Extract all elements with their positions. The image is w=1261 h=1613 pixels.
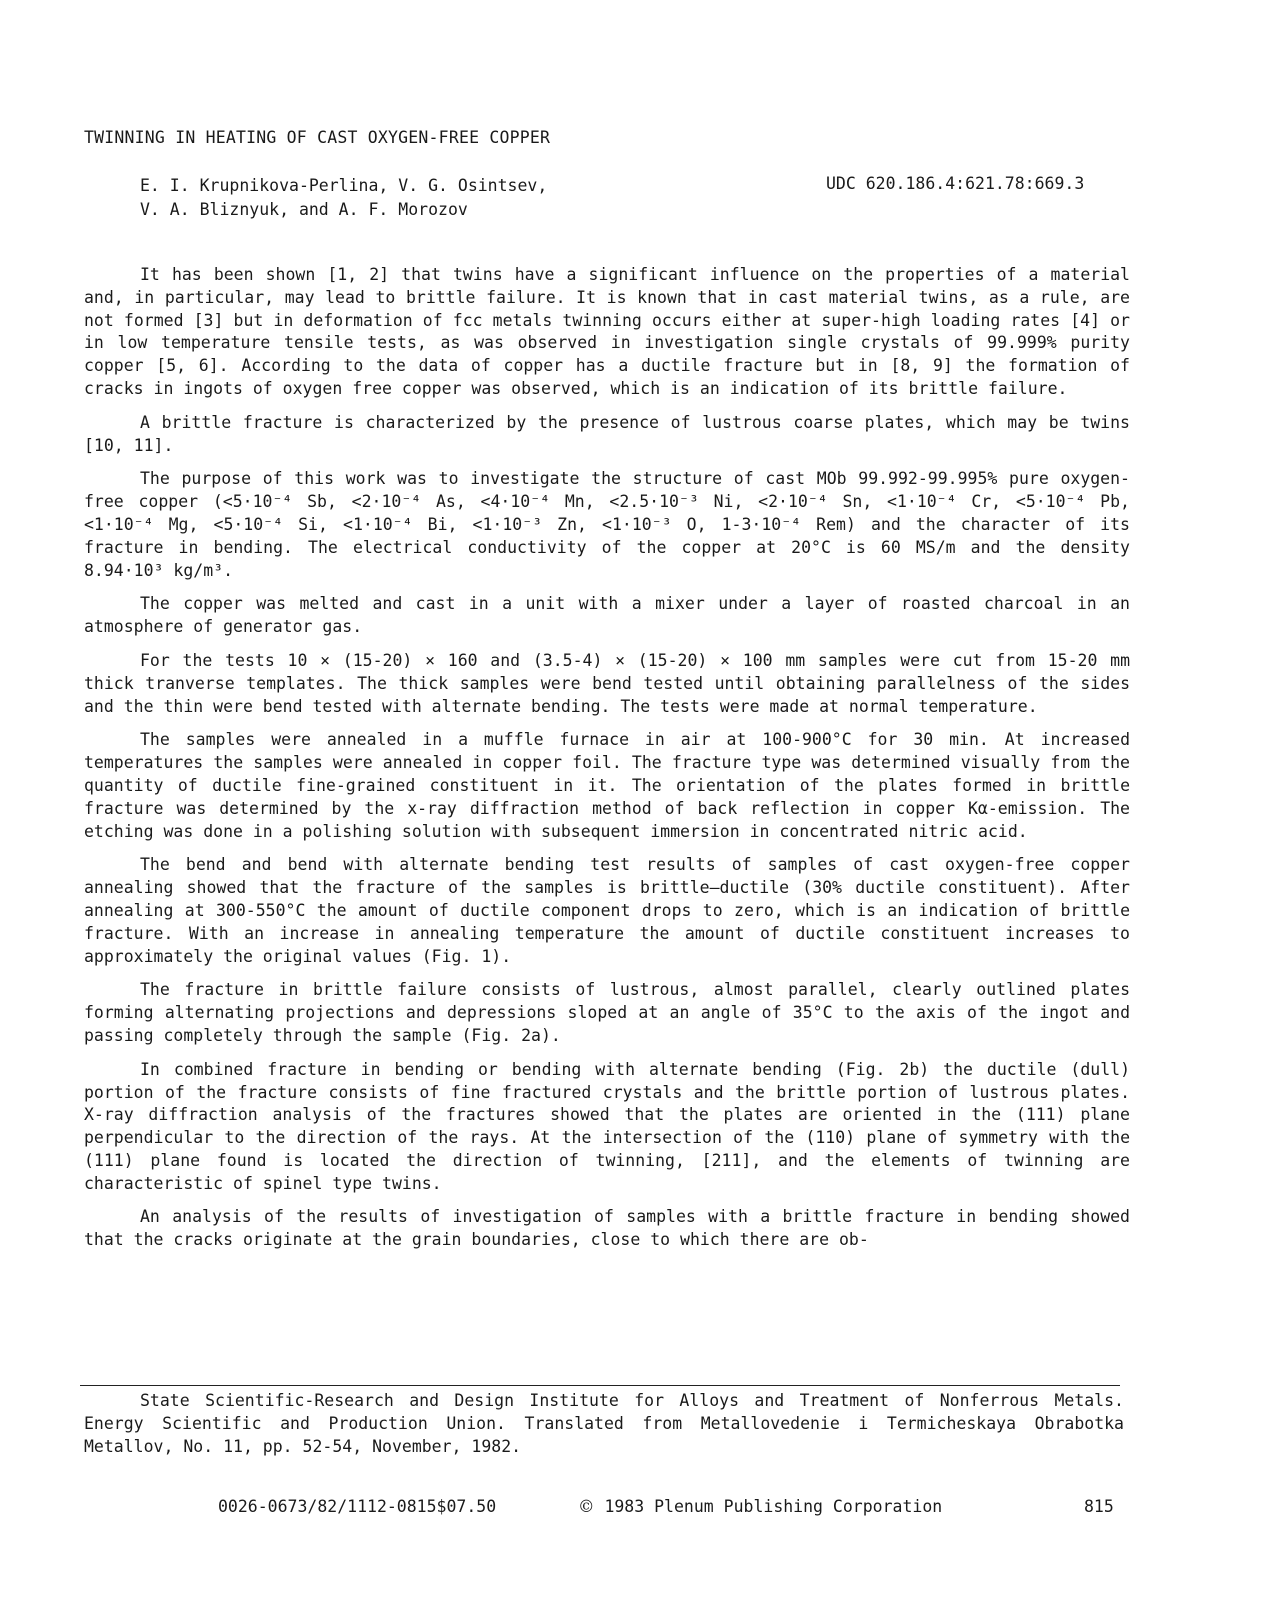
footnote-divider xyxy=(80,1385,1120,1386)
paragraph-9: In combined fracture in bending or bending with alternate bending (Fig. 2b) the ductile (dull) portion of the fracture consists of fine fractured crystals and the brittle portion of lustrous plates. X-ray diffraction analysis of the fractures showed that the plates are oriented in the (111) plane perpendicular to the direction of the rays. At the intersection of the (110) plane of symmetry with the (111) plane found is located the direction of twinning, [211], and the elements of twinning are characteristic of spinel type twins. xyxy=(84,1059,1130,1193)
udc-code: UDC 620.186.4:621.78:669.3 xyxy=(826,174,1085,193)
paragraph-8: The fracture in brittle failure consists of lustrous, almost parallel, clearly outlined plates forming alternating projections and depressions sloped at an angle of 35°C to the axis of the ingot and passing completely through the sample (Fig. 2a). xyxy=(84,980,1130,1045)
paragraph-1: It has been shown [1, 2] that twins have a significant influence on the properties of a material and, in particular, may lead to brittle failure. It is known that in cast material twins, as a rule, are not formed [3] but in deformation of fcc metals twinning occurs either at super-high loading rates [4] or in low temperature tensile tests, as was observed in investigation single crystals of 99.999% purity copper [5, 6]. According to the data of copper has a ductile fracture but in [8, 9] the formation of cracks in ingots of oxygen free copper was observed, which is an indication of its brittle failure. xyxy=(84,265,1130,398)
article-code: 0026-0673/82/1112-0815$07.50 xyxy=(218,1497,497,1516)
authors-line-1: E. I. Krupnikova-Perlina, V. G. Osintsev, xyxy=(140,176,548,195)
paragraph-7: The bend and bend with alternate bending test results of samples of cast oxygen-free copper annealing showed that the fracture of the samples is brittle–ductile (30% ductile constituent). After annealing at 300-550°C the amount of ductile component drops to zero, which is an indication of brittle fracture. With an increase in annealing temperature the amount of ductile constituent increases to approximately the original values (Fig. 1). xyxy=(84,855,1130,966)
affiliation-footnote: State Scientific-Research and Design Institute for Alloys and Treatment of Nonferrous Metals. Energy Scientific and Production Union. Translated from Metallovedenie i Termicheskaya Obrabotka Metallov, No. 11, pp. 52-54, November, 1982. xyxy=(84,1391,1124,1456)
author-list xyxy=(140,174,547,222)
article-title: TWINNING IN HEATING OF CAST OXYGEN-FREE COPPER xyxy=(84,128,551,147)
authors-line-2: V. A. Bliznyuk, and A. F. Morozov xyxy=(140,200,468,219)
copyright-line xyxy=(578,1497,942,1516)
paragraph-3: The purpose of this work was to investigate the structure of cast MOb 99.992-99.995% pure oxygen-free copper (<5·10⁻⁴ Sb, <2·10⁻⁴ As, <4·10⁻⁴ Mn, <2.5·10⁻³ Ni, <2·10⁻⁴ Sn, <1·10⁻⁴ Cr, <5·10⁻⁴ Pb, <1·10⁻⁴ Mg, <5·10⁻⁴ Si, <1·10⁻⁴ Bi, <1·10⁻³ Zn, <1·10⁻³ O, 1-3·10⁻⁴ Rem) and the character of its fracture in bending. The electrical conductivity of the copper at 20°C is 60 MS/m and the density 8.94·10³ kg/m³. xyxy=(84,469,1130,580)
paragraph-2: A brittle fracture is characterized by the presence of lustrous coarse plates, which may be twins [10, 11]. xyxy=(84,412,1130,455)
copyright-text: 1983 Plenum Publishing Corporation xyxy=(604,1497,943,1516)
copyright-symbol: © xyxy=(578,1497,595,1516)
paragraph-10: An analysis of the results of investigation of samples with a brittle fracture in bending showed that the cracks originate at the grain boundaries, close to which there are ob- xyxy=(84,1207,1130,1250)
paragraph-6: The samples were annealed in a muffle furnace in air at 100-900°C for 30 min. At increased temperatures the samples were annealed in copper foil. The fracture type was determined visually from the quantity of ductile fine-grained constituent in it. The orientation of the plates formed in brittle fracture was determined by the x-ray diffraction method of back reflection in copper Kα-emission. The etching was done in a polishing solution with subsequent immersion in concentrated nitric acid. xyxy=(84,730,1130,841)
article-body xyxy=(84,264,1130,1263)
paragraph-4: The copper was melted and cast in a unit with a mixer under a layer of roasted charcoal in an atmosphere of generator gas. xyxy=(84,594,1130,637)
page-number: 815 xyxy=(1084,1497,1114,1516)
paragraph-5: For the tests 10 × (15-20) × 160 and (3.5-4) × (15-20) × 100 mm samples were cut from 15-20 mm thick tranverse templates. The thick samples were bend tested until obtaining parallelness of the sides and the thin were bend tested with alternate bending. The tests were made at normal temperature. xyxy=(84,650,1130,716)
